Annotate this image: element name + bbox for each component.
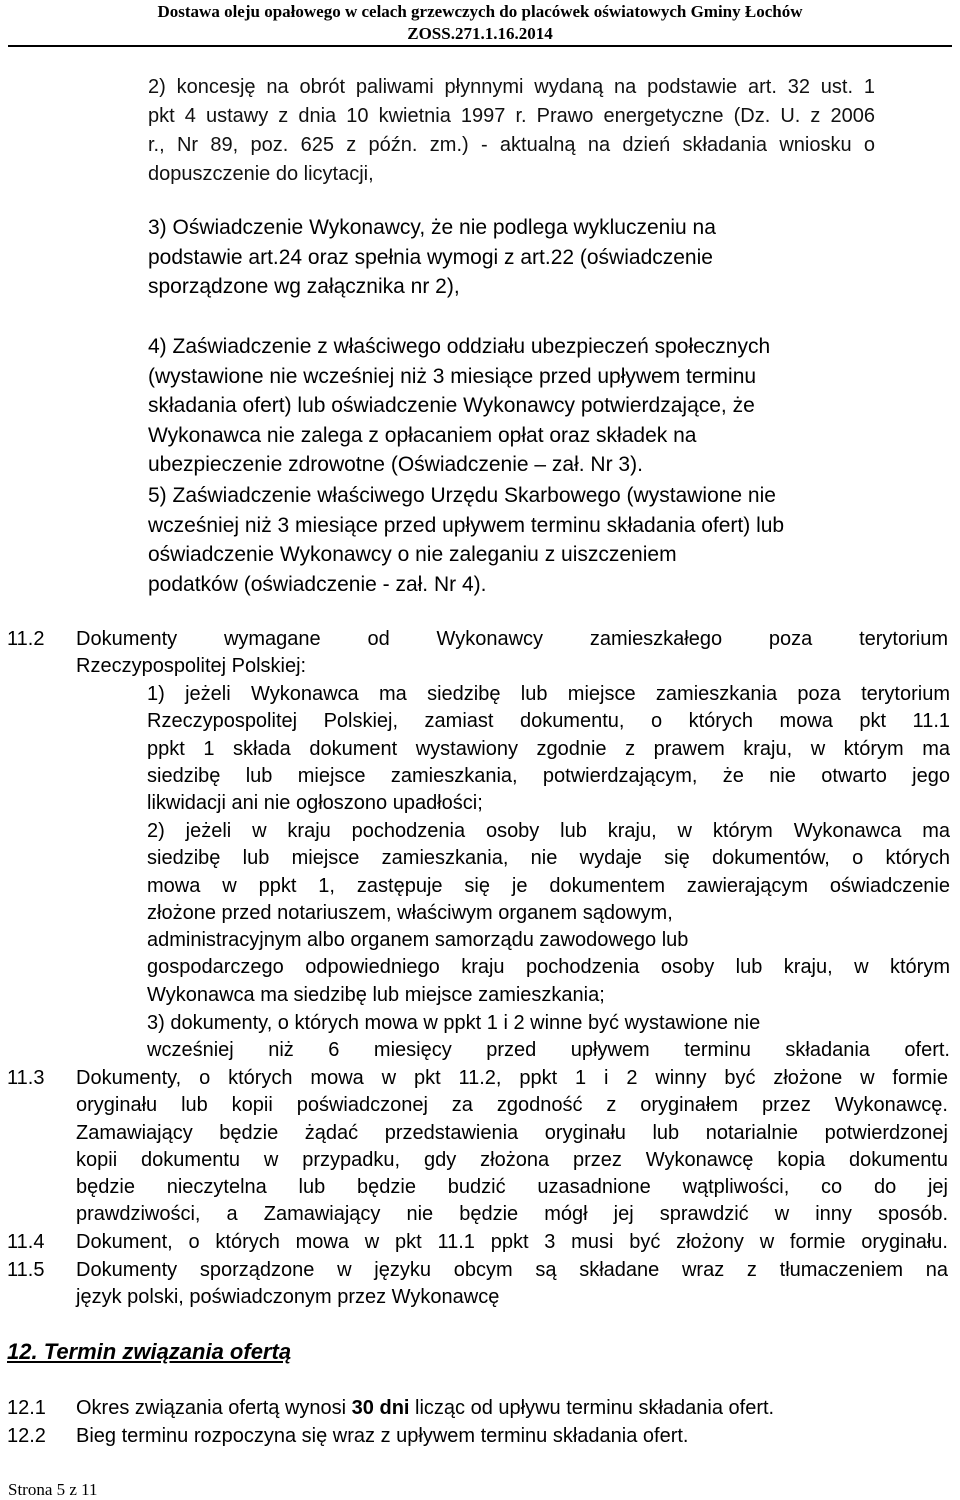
document-title: Dostawa oleju opałowego w celach grzewczych do placówek oświatowych Gminy Łochów: [157, 2, 803, 21]
section-11-2-text: Dokumenty wymagane od Wykonawcy zamieszkałego poza terytorium Rzeczypospolitej Polskiej:: [76, 628, 948, 678]
section-number-11-4: 11.4: [7, 1231, 45, 1253]
section-12-1-text: Okres związania ofertą wynosi 30 dni licząc od upływu terminu składania ofert.: [76, 1397, 775, 1419]
item-5-tax-office: 5) Zaświadczenie właściwego Urzędu Skarbowego (wystawione nie wcześniej niż 3 miesiące przed upływem terminu składania ofert) lub oświadczenie Wykonawcy o nie zaleganiu z uiszczeniem podatków (oświadczenie - zał. Nr 4).: [148, 484, 785, 596]
section-11-5-text: Dokumenty sporządzone w języku obcym są składane wraz z tłumaczeniem na język polski, poświadczonym przez Wykonawcę: [76, 1259, 948, 1309]
page-number: Strona 5 z 11: [8, 1480, 98, 1499]
section-12-2-text: Bieg terminu rozpoczyna się wraz z upływem terminu składania ofert.: [76, 1425, 689, 1447]
section-number-11-5: 11.5: [7, 1259, 45, 1281]
section-number-11-2: 11.2: [7, 628, 45, 650]
section-11-3-text: Dokumenty, o których mowa w pkt 11.2, ppkt 1 i 2 winny być złożone w formie oryginału lub kopii poświadczonej za zgodność z oryginałem przez Wykonawcę. Zamawiający będzie żądać przedstawienia oryginału lub notarialnie potwierdzonej kopii dokumentu w przypadku, gdy złożona przez Wykonawcę kopia dokumentu będzie nieczytelna lub będzie budzić uzasadnione wątpliwości, co do jej prawdziwości, a Zamawiający nie będzie mógł jej sprawdzić w inny sposób.: [76, 1067, 948, 1226]
section-11-2-sub2: 2) jeżeli w kraju pochodzenia osoby lub kraju, w którym Wykonawca ma siedzibę lub miejsce zamieszkania, nie wydaje się dokumentów, o których mowa w ppkt 1, zastępuje się je dokumentem zawierającym oświadczenie złożone przed notariuszem, właściwym organem sądowym, administracyjnym albo organem samorządu zawodowego lub gospodarczego odpowiedniego kraju pochodzenia osoby lub kraju, w którym Wykonawca ma siedzibę lub miejsce zamieszkania;: [147, 820, 950, 1006]
item-2-concession: 2) koncesję na obrót paliwami płynnymi wydaną na podstawie art. 32 ust. 1 pkt 4 ustawy z dnia 10 kwietnia 1997 r. Prawo energetyczne (Dz. U. z 2006 r., Nr 89, poz. 625 z późn. zm.) - aktualną na dzień składania wniosku o dopuszczenie do licytacji,: [148, 76, 875, 185]
section-11-2-sub3: 3) dokumenty, o których mowa w ppkt 1 i 2 winne być wystawione nie wcześniej niż 6 miesięcy przed upływem terminu składania ofert.: [147, 1012, 950, 1062]
item-4-social-insurance: 4) Zaświadczenie z właściwego oddziału ubezpieczeń społecznych (wystawione nie wcześniej niż 3 miesiące przed upływem terminu składania ofert) lub oświadczenie Wykonawcy potwierdzające, że Wykonawca nie zalega z opłacaniem opłat oraz składek na ubezpieczenie zdrowotne (Oświadczenie – zał. Nr 3).: [148, 335, 771, 476]
section-11-2-sub1: 1) jeżeli Wykonawca ma siedzibę lub miejsce zamieszkania poza terytorium Rzeczypospolitej Polskiej, zamiast dokumentu, o których mowa pkt 11.1 ppkt 1 składa dokument wystawiony zgodnie z prawem kraju, w którym ma siedzibę lub miejsce zamieszkania, potwierdzającym, że nie otwarto jego likwidacji ani nie ogłoszono upadłości;: [147, 683, 950, 815]
section-number-12-2: 12.2: [7, 1425, 46, 1447]
item-3-declaration: 3) Oświadczenie Wykonawcy, że nie podlega wykluczeniu na podstawie art.24 oraz spełnia wymogi z art.22 (oświadczenie sporządzone wg załącznika nr 2),: [148, 216, 716, 298]
binding-period-value: 30 dni: [351, 1397, 410, 1419]
section-number-12-1: 12.1: [7, 1397, 46, 1419]
section-12-heading: 12. Termin związania ofertą: [7, 1339, 292, 1364]
section-11-4-text: Dokument, o których mowa w pkt 11.1 ppkt 3 musi być złożony w formie oryginału.: [76, 1231, 948, 1253]
section-number-11-3: 11.3: [7, 1067, 45, 1089]
header-divider: [8, 45, 952, 47]
document-reference: ZOSS.271.1.16.2014: [407, 24, 553, 43]
